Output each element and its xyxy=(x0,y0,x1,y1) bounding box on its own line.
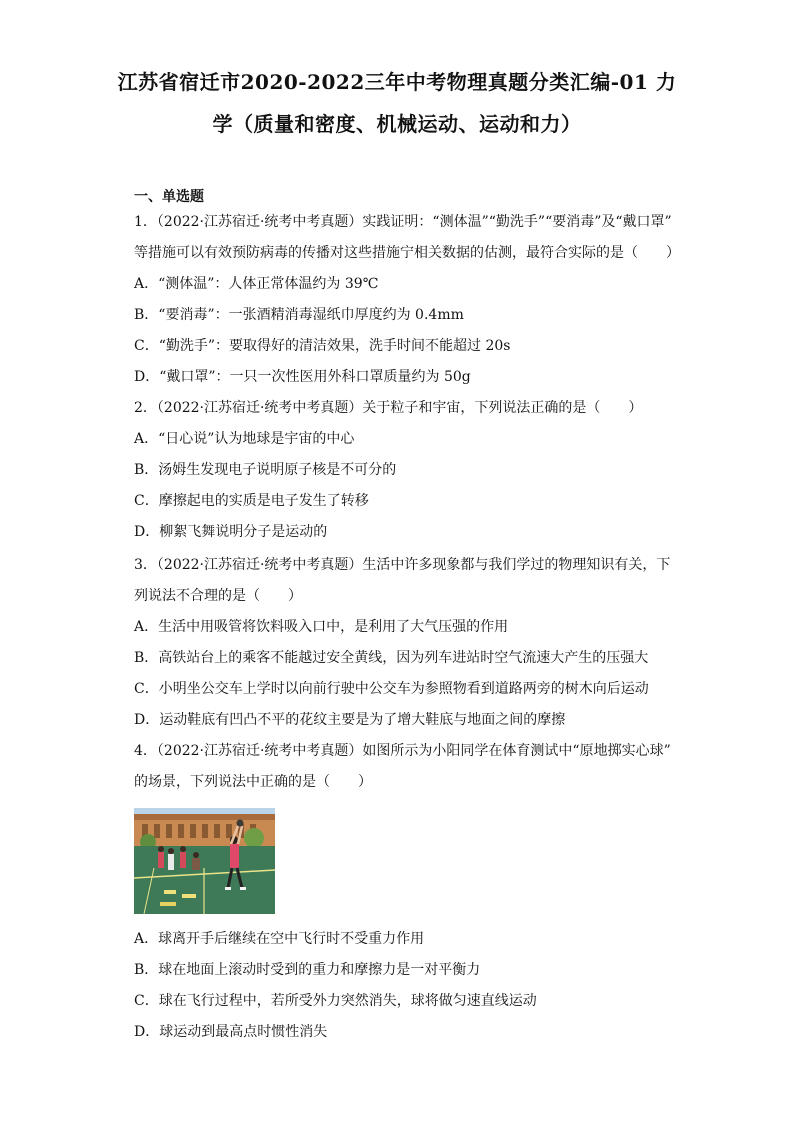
question-1-option-d: D．“戴口罩”：一只一次性医用外科口罩质量约为 50g xyxy=(134,369,471,385)
question-4-photo xyxy=(134,808,275,914)
question-1-stem-line-2: 等措施可以有效预防病毒的传播对这些措施宁相关数据的估测，最符合实际的是（ ） xyxy=(134,245,680,261)
question-3-stem-line-2: 列说法不合理的是（ ） xyxy=(134,588,302,604)
question-4-option-c: C．球在飞行过程中，若所受外力突然消失，球将做匀速直线运动 xyxy=(134,993,537,1009)
title-line-2: 学（质量和密度、机械运动、运动和力） xyxy=(212,112,582,136)
question-2-stem-line-1: 2．（2022·江苏宿迁·统考中考真题）关于粒子和宇宙，下列说法正确的是（ ） xyxy=(134,400,643,416)
question-1-stem-line-1: 1．（2022·江苏宿迁·统考中考真题）实践证明：“测体温”“勤洗手”“要消毒”及“戴口罩” xyxy=(134,214,672,230)
question-2-option-a: A．“日心说”认为地球是宇宙的中心 xyxy=(134,431,355,447)
question-4-option-a: A．球离开手后继续在空中飞行时不受重力作用 xyxy=(134,931,425,947)
question-2-option-c: C．摩擦起电的实质是电子发生了转移 xyxy=(134,493,369,509)
question-2-option-d: D．柳絮飞舞说明分子是运动的 xyxy=(134,524,328,540)
question-3-option-b: B．高铁站台上的乘客不能越过安全黄线，因为列车进站时空气流速大产生的压强大 xyxy=(134,650,649,666)
question-3-option-c: C．小明坐公交车上学时以向前行驶中公交车为参照物看到道路两旁的树木向后运动 xyxy=(134,681,649,697)
question-4-option-b: B．球在地面上滚动时受到的重力和摩擦力是一对平衡力 xyxy=(134,962,481,978)
question-1-option-b: B．“要消毒”：一张酒精消毒湿纸巾厚度约为 0.4mm xyxy=(134,307,464,323)
question-3-option-d: D．运动鞋底有凹凸不平的花纹主要是为了增大鞋底与地面之间的摩擦 xyxy=(134,712,566,728)
question-2-option-b: B．汤姆生发现电子说明原子核是不可分的 xyxy=(134,462,397,478)
question-1-option-c: C．“勤洗手”：要取得好的清洁效果，洗手时间不能超过 20s xyxy=(134,338,511,354)
question-1-option-a: A．“测体温”：人体正常体温约为 39℃ xyxy=(134,276,379,292)
question-3-stem-line-1: 3．（2022·江苏宿迁·统考中考真题）生活中许多现象都与我们学过的物理知识有关，下 xyxy=(134,557,671,573)
question-4-option-d: D．球运动到最高点时惯性消失 xyxy=(134,1024,328,1040)
section-heading: 一、单选题 xyxy=(134,189,204,205)
title-line-1: 江苏省宿迁市2020-2022三年中考物理真题分类汇编-01 力 xyxy=(117,70,677,94)
question-4-stem-line-2: 的场景，下列说法中正确的是（ ） xyxy=(134,774,372,790)
question-4-stem-line-1: 4．（2022·江苏宿迁·统考中考真题）如图所示为小阳同学在体育测试中“原地掷实心球” xyxy=(134,743,671,759)
question-3-option-a: A．生活中用吸管将饮料吸入口中，是利用了大气压强的作用 xyxy=(134,619,509,635)
